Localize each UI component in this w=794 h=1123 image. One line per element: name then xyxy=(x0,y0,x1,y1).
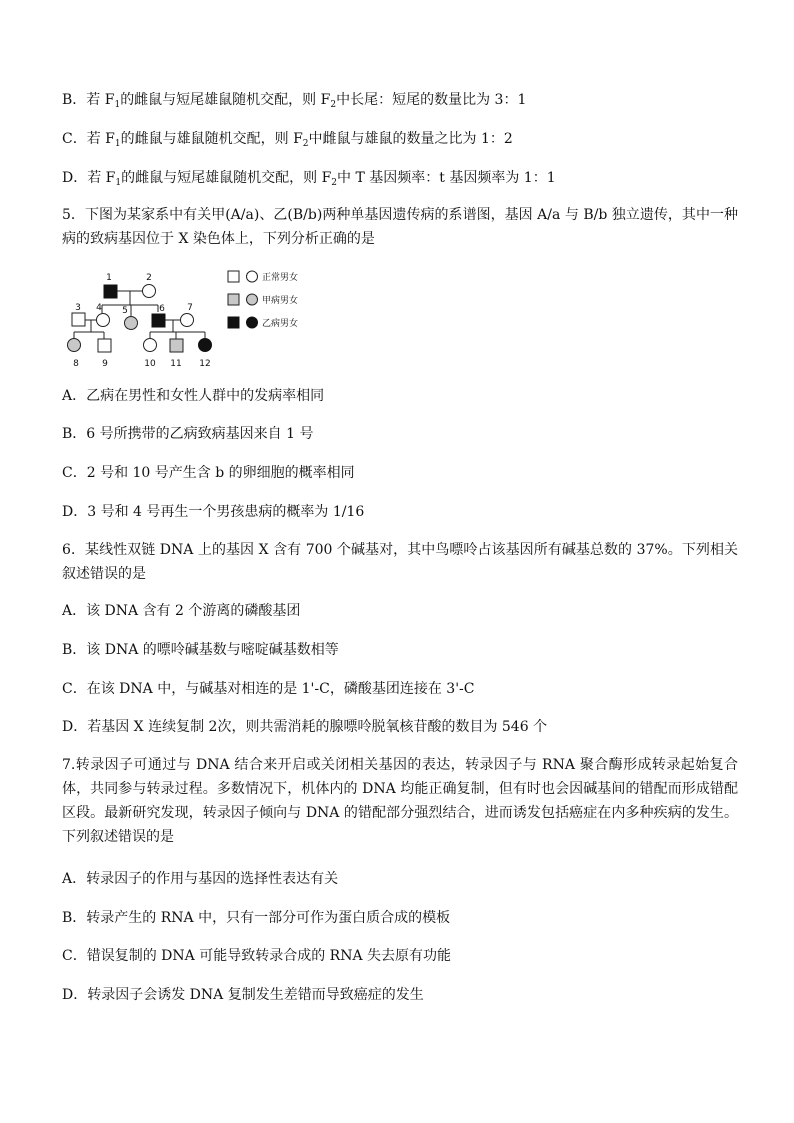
pedigree-individual-8 xyxy=(68,339,81,352)
pedigree-individual-2 xyxy=(143,285,156,298)
q4-option-c: C．若 $F_1$的雌鼠与雄鼠随机交配，则 $F_2$中雌鼠与雄鼠的数量之比为 1：2 xyxy=(62,131,513,149)
pedigree-individual-6 xyxy=(152,314,165,327)
q6-stem: 6．某线性双链 DNA 上的基因 X 含有 700 个碱基对，其中鸟嘌呤占该基因所有碱基总数的 37%。下列相关叙述错误的是 xyxy=(62,542,738,582)
legend-disease-a-female xyxy=(247,294,258,305)
pedigree-individual-10 xyxy=(144,339,157,352)
legend-disease-b-label: 乙病男女 xyxy=(262,319,299,329)
q7-option-b: B．转录产生的 RNA 中，只有一部分可作为蛋白质合成的模板 xyxy=(62,910,451,926)
pedigree-number-10: 10 xyxy=(144,359,156,369)
pedigree-number-9: 9 xyxy=(102,359,108,369)
legend-disease-b-female xyxy=(247,317,258,328)
q5-option-c: C．2 号和 10 号产生含 b 的卵细胞的概率相同 xyxy=(62,465,355,481)
q6-option-b: B．该 DNA 的嘌呤碱基数与嘧啶碱基数相等 xyxy=(62,642,339,658)
q7-option-a: A．转录因子的作用与基因的选择性表达有关 xyxy=(62,871,339,887)
pedigree-individual-7 xyxy=(181,314,194,327)
pedigree-individual-3 xyxy=(72,313,85,326)
q6-option-d: D．若基因 X 连续复制 2次，则共需消耗的腺嘌呤脱氧核苷酸的数目为 546 个 xyxy=(62,719,548,735)
q6-option-c: C．在该 DNA 中，与碱基对相连的是 1'-C，磷酸基团连接在 3'-C xyxy=(62,681,475,697)
pedigree-number-11: 11 xyxy=(170,359,182,369)
pedigree-number-7: 7 xyxy=(187,303,193,313)
q5-stem: 5．下图为某家系中有关甲(A/a)、乙(B/b)两种单基因遗传病的系谱图，基因 A/a 与 B/b 独立遗传，其中一种病的致病基因位于 X 染色体上，下列分析正确的是 xyxy=(62,207,738,247)
pedigree-individual-5 xyxy=(125,317,138,330)
pedigree-individual-4 xyxy=(97,314,110,327)
legend-disease-a-male xyxy=(228,294,239,305)
pedigree-svg xyxy=(60,265,320,375)
pedigree-chart xyxy=(60,265,320,375)
legend-normal-label: 正常男女 xyxy=(262,273,299,283)
pedigree-number-3: 3 xyxy=(75,303,81,313)
q6-option-a: A．该 DNA 含有 2 个游离的磷酸基团 xyxy=(62,603,301,619)
q7-option-c: C．错误复制的 DNA 可能导致转录合成的 RNA 失去原有功能 xyxy=(62,948,451,964)
pedigree-number-2: 2 xyxy=(146,273,152,283)
legend-normal-female xyxy=(247,271,258,282)
pedigree-individual-1 xyxy=(104,285,117,298)
legend-disease-a-label: 甲病男女 xyxy=(262,296,299,306)
q5-option-d: D．3 号和 4 号再生一个男孩患病的概率为 1/16 xyxy=(62,504,365,520)
q4-option-b: B．若 $F_1$的雌鼠与短尾雄鼠随机交配，则 $F_2$中长尾：短尾的数量比为 3：1 xyxy=(62,92,527,110)
q7-stem: 7.转录因子可通过与 DNA 结合来开启或关闭相关基因的表达，转录因子与 RNA 聚合酶形成转录起始复合体，共同参与转录过程。多数情况下，机体内的 DNA 均能正确复制，但有时也会因碱基间的错配而形成错配区段。最新研究发现，转录因子倾向与 DNA 的错配部分强烈结合，进而诱发包括癌症在内多种疾病的发生。下列叙述错误的是 xyxy=(62,757,738,845)
pedigree-number-1: 1 xyxy=(106,273,112,283)
pedigree-individual-12 xyxy=(199,339,212,352)
q7-option-d: D．转录因子会诱发 DNA 复制发生差错而导致癌症的发生 xyxy=(62,987,424,1003)
legend-disease-b-male xyxy=(228,317,239,328)
legend-normal-male xyxy=(228,271,239,282)
q4-option-d: D．若 $F_1$的雌鼠与短尾雄鼠随机交配，则 $F_2$中 T 基因频率：t 基因频率为 1：1 xyxy=(62,170,556,188)
pedigree-number-6: 6 xyxy=(159,304,165,314)
q5-option-b: B．6 号所携带的乙病致病基因来自 1 号 xyxy=(62,426,314,442)
pedigree-number-12: 12 xyxy=(199,359,211,369)
pedigree-number-8: 8 xyxy=(73,359,79,369)
pedigree-number-4: 4 xyxy=(96,303,102,313)
q5-option-a: A．乙病在男性和女性人群中的发病率相同 xyxy=(62,388,325,404)
pedigree-individual-9 xyxy=(98,339,111,352)
pedigree-number-5: 5 xyxy=(122,306,128,316)
pedigree-individual-11 xyxy=(170,339,183,352)
